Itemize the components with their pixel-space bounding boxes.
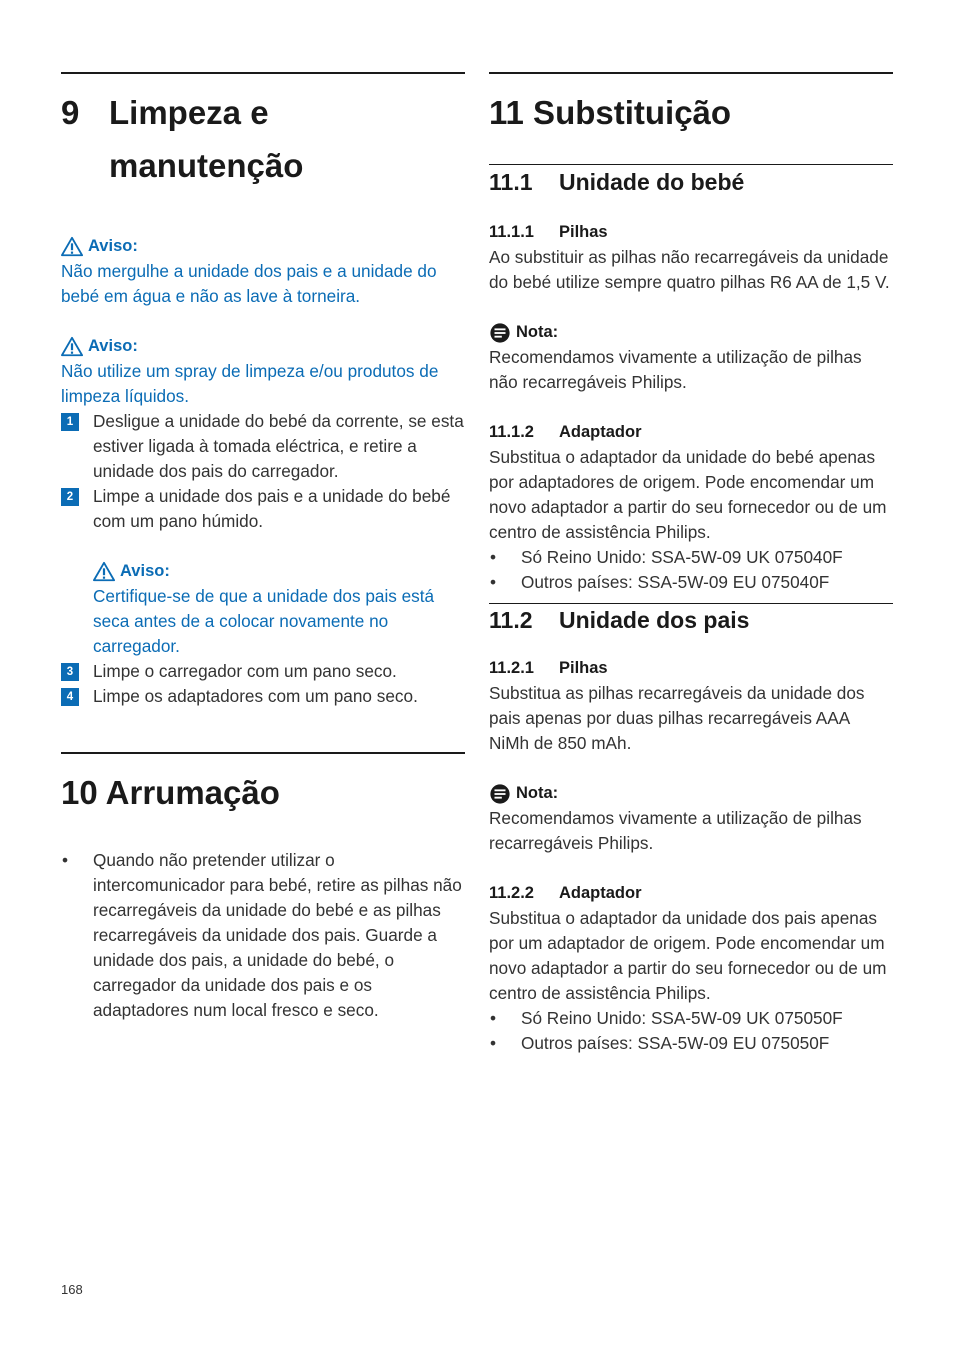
section-11-2-heading bbox=[489, 605, 893, 635]
warning-2-head bbox=[61, 334, 465, 359]
subsection-11-1-2-number: 11.1.2 bbox=[489, 423, 534, 441]
subsection-11-1-1-heading bbox=[489, 220, 893, 245]
note-2-label: Nota: bbox=[516, 784, 559, 802]
step-4-badge: 4 bbox=[61, 688, 79, 706]
step-1 bbox=[61, 409, 465, 484]
step-2 bbox=[61, 484, 465, 534]
warning-triangle-icon bbox=[61, 236, 83, 258]
chapter-10-heading: 10 Arrumação bbox=[61, 774, 280, 811]
bullet-eu-adapter-baby-text: Outros países: SSA-5W-09 EU 075040F bbox=[521, 572, 830, 592]
bullet-dot: • bbox=[490, 547, 497, 567]
page-number: 168 bbox=[61, 1282, 83, 1297]
chapter-9-rule bbox=[61, 72, 465, 74]
note-1-head bbox=[489, 320, 893, 345]
right-column bbox=[489, 72, 893, 1056]
warning-1-label: Aviso: bbox=[88, 237, 138, 255]
note-1-label: Nota: bbox=[516, 323, 559, 341]
chapter-9-title-line1: Limpeza e bbox=[109, 94, 269, 131]
step-2-badge: 2 bbox=[61, 488, 79, 506]
warning-2 bbox=[61, 334, 465, 409]
warning-1-head bbox=[61, 234, 465, 259]
warning-3 bbox=[61, 559, 465, 659]
note-2 bbox=[489, 781, 893, 856]
bullet-dot: • bbox=[490, 572, 497, 592]
subsection-11-1-2-title: Adaptador bbox=[559, 423, 642, 441]
note-2-head bbox=[489, 781, 893, 806]
subsection-11-2-1-number: 11.2.1 bbox=[489, 659, 534, 677]
chapter-11-rule bbox=[489, 72, 893, 74]
subsection-11-2-1-heading bbox=[489, 656, 893, 681]
step-4 bbox=[61, 684, 465, 709]
chapter-9-number: 9 bbox=[61, 94, 80, 131]
subsection-11-1-2-text: Substitua o adaptador da unidade do bebé apenas por adaptadores de origem. Pode encomendar um novo adaptador a partir do seu fornecedor ou de um centro de assistência Philips. bbox=[489, 447, 887, 542]
section-11-1-title: Unidade do bebé bbox=[559, 169, 745, 195]
storage-bullet-text: Quando não pretender utilizar o intercomunicador para bebé, retire as pilhas não recarregáveis da unidade do bebé e as pilhas recarregáveis da unidade dos pais. Guarde a unidade dos pais, a unidade do bebé, o carregador da unidade dos pais e os adaptadores num local fresco e seco. bbox=[93, 850, 462, 1020]
warning-3-text: Certifique-se de que a unidade dos pais está seca antes de a colocar novamente no carregador. bbox=[93, 586, 435, 656]
subsection-11-2-1-title: Pilhas bbox=[559, 659, 608, 677]
chapter-10-rule bbox=[61, 752, 465, 754]
note-icon bbox=[489, 322, 511, 344]
subsection-11-1-2-heading bbox=[489, 420, 893, 445]
step-3 bbox=[61, 659, 465, 684]
subsection-11-2-1-text: Substitua as pilhas recarregáveis da unidade dos pais apenas por duas pilhas recarregáveis AAA NiMh de 850 mAh. bbox=[489, 683, 865, 753]
step-3-badge: 3 bbox=[61, 663, 79, 681]
bullet-dot: • bbox=[62, 850, 69, 870]
step-1-text: Desligue a unidade do bebé da corrente, se esta estiver ligada à tomada eléctrica, e retire a unidade dos pais do carregador. bbox=[93, 411, 464, 481]
subsection-11-1-1-title: Pilhas bbox=[559, 223, 608, 241]
section-11-1-number: 11.1 bbox=[489, 169, 533, 195]
warning-2-text: Não utilize um spray de limpeza e/ou produtos de limpeza líquidos. bbox=[61, 361, 439, 406]
step-2-text: Limpe a unidade dos pais e a unidade do bebé com um pano húmido. bbox=[93, 486, 451, 531]
warning-2-label: Aviso: bbox=[88, 337, 138, 355]
warning-3-label: Aviso: bbox=[120, 562, 170, 580]
subsection-11-2-2-heading bbox=[489, 881, 893, 906]
section-11-1-heading bbox=[489, 167, 893, 197]
warning-1 bbox=[61, 234, 465, 309]
subsection-11-1-1-number: 11.1.1 bbox=[489, 223, 534, 241]
bullet-uk-adapter-baby-text: Só Reino Unido: SSA-5W-09 UK 075040F bbox=[521, 547, 843, 567]
step-3-text: Limpe o carregador com um pano seco. bbox=[93, 661, 397, 681]
bullet-uk-adapter-parent-text: Só Reino Unido: SSA-5W-09 UK 075050F bbox=[521, 1008, 843, 1028]
step-1-badge: 1 bbox=[61, 413, 79, 431]
note-icon bbox=[489, 783, 511, 805]
subsection-11-2-2-title: Adaptador bbox=[559, 884, 642, 902]
bullet-dot: • bbox=[490, 1008, 497, 1028]
bullet-eu-adapter-baby bbox=[489, 570, 893, 595]
warning-triangle-icon bbox=[93, 561, 115, 583]
warning-triangle-icon bbox=[61, 336, 83, 358]
section-11-2-number: 11.2 bbox=[489, 607, 533, 633]
storage-bullet bbox=[61, 848, 465, 1023]
section-11-2-title: Unidade dos pais bbox=[559, 607, 750, 633]
chapter-11-heading: 11 Substituição bbox=[489, 94, 732, 131]
section-11-1-rule bbox=[489, 164, 893, 165]
bullet-uk-adapter-baby bbox=[489, 545, 893, 570]
bullet-eu-adapter-parent-text: Outros países: SSA-5W-09 EU 075050F bbox=[521, 1033, 830, 1053]
note-1 bbox=[489, 320, 893, 395]
note-2-text: Recomendamos vivamente a utilização de pilhas recarregáveis Philips. bbox=[489, 808, 862, 853]
bullet-dot: • bbox=[490, 1033, 497, 1053]
chapter-9-title-line2: manutenção bbox=[109, 147, 304, 184]
step-4-text: Limpe os adaptadores com um pano seco. bbox=[93, 686, 418, 706]
subsection-11-2-2-number: 11.2.2 bbox=[489, 884, 534, 902]
subsection-11-1-1-text: Ao substituir as pilhas não recarregáveis da unidade do bebé utilize sempre quatro pilhas R6 AA de 1,5 V. bbox=[489, 247, 890, 292]
warning-3-head bbox=[93, 559, 465, 584]
chapter-9-heading bbox=[61, 88, 465, 190]
warning-1-text: Não mergulhe a unidade dos pais e a unidade do bebé em água e não as lave à torneira. bbox=[61, 261, 437, 306]
left-column bbox=[61, 72, 465, 1023]
bullet-eu-adapter-parent bbox=[489, 1031, 893, 1056]
note-1-text: Recomendamos vivamente a utilização de pilhas não recarregáveis Philips. bbox=[489, 347, 862, 392]
subsection-11-2-2-text: Substitua o adaptador da unidade dos pais apenas por um adaptador de origem. Pode encomendar um novo adaptador a partir do seu fornecedor ou de um centro de assistência Philips. bbox=[489, 908, 887, 1003]
bullet-uk-adapter-parent bbox=[489, 1006, 893, 1031]
section-11-2-rule bbox=[489, 603, 893, 604]
